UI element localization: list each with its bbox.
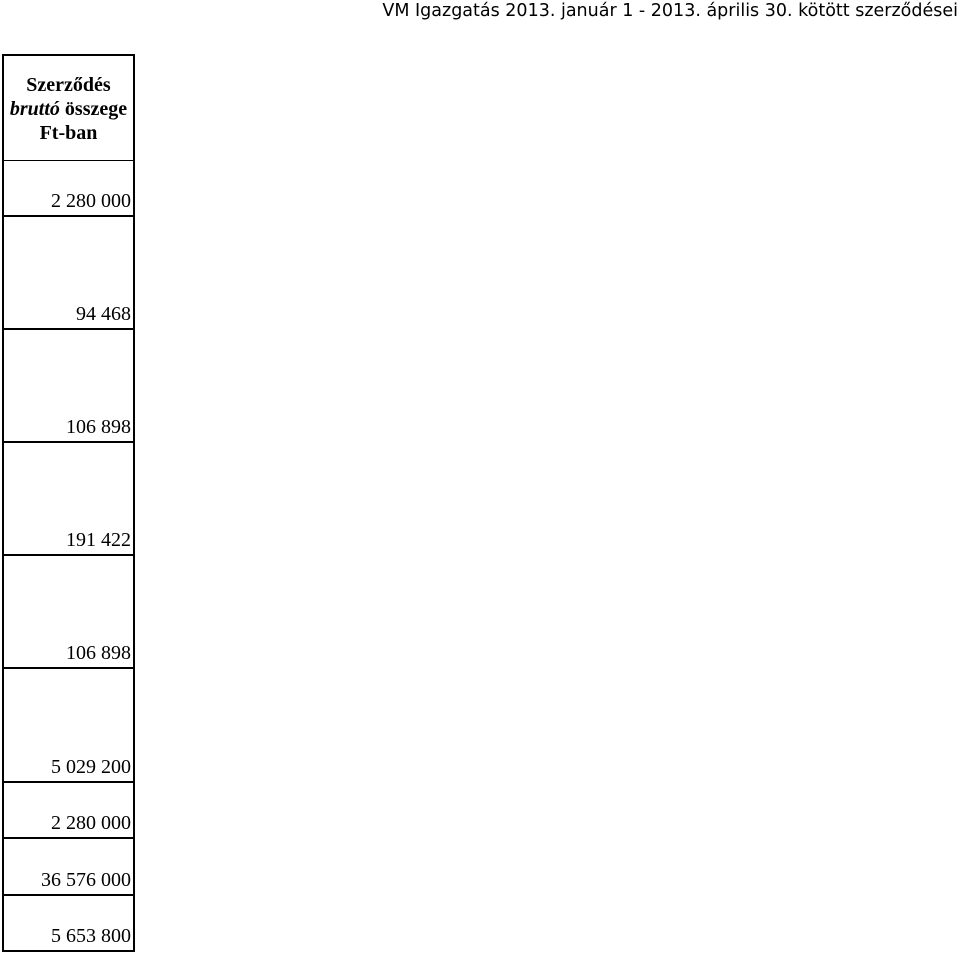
table-row (3, 442, 134, 555)
amount-cell: 191 422 (3, 442, 134, 555)
amount-cell: 5 029 200 (3, 668, 134, 782)
table-row (3, 838, 134, 895)
amount-cell: 106 898 (3, 329, 134, 442)
table-row (3, 329, 134, 442)
amount-cell: 5 653 800 (3, 895, 134, 951)
column-header-gross-amount (3, 55, 134, 160)
amount-cell: 94 468 (3, 216, 134, 329)
amount-cell: 106 898 (3, 555, 134, 668)
table-row (3, 216, 134, 329)
amount-cell: 36 576 000 (3, 838, 134, 895)
header-line-2-italic: bruttó (9, 98, 60, 120)
table-row (3, 160, 134, 216)
table-row (3, 555, 134, 668)
table-row (3, 782, 134, 838)
header-line-2 (4, 97, 133, 121)
table-row (3, 895, 134, 951)
table-header-row (3, 55, 134, 160)
amount-cell: 2 280 000 (3, 160, 134, 216)
amount-cell: 2 280 000 (3, 782, 134, 838)
contract-amount-table (2, 54, 135, 952)
header-line-1: Szerződés (26, 74, 111, 96)
header-line-3: Ft-ban (39, 122, 98, 144)
header-line-2-rest: összege (59, 98, 128, 120)
table-row (3, 668, 134, 782)
page-title: VM Igazgatás 2013. január 1 - 2013. április 30. kötött szerződései (382, 1, 958, 21)
